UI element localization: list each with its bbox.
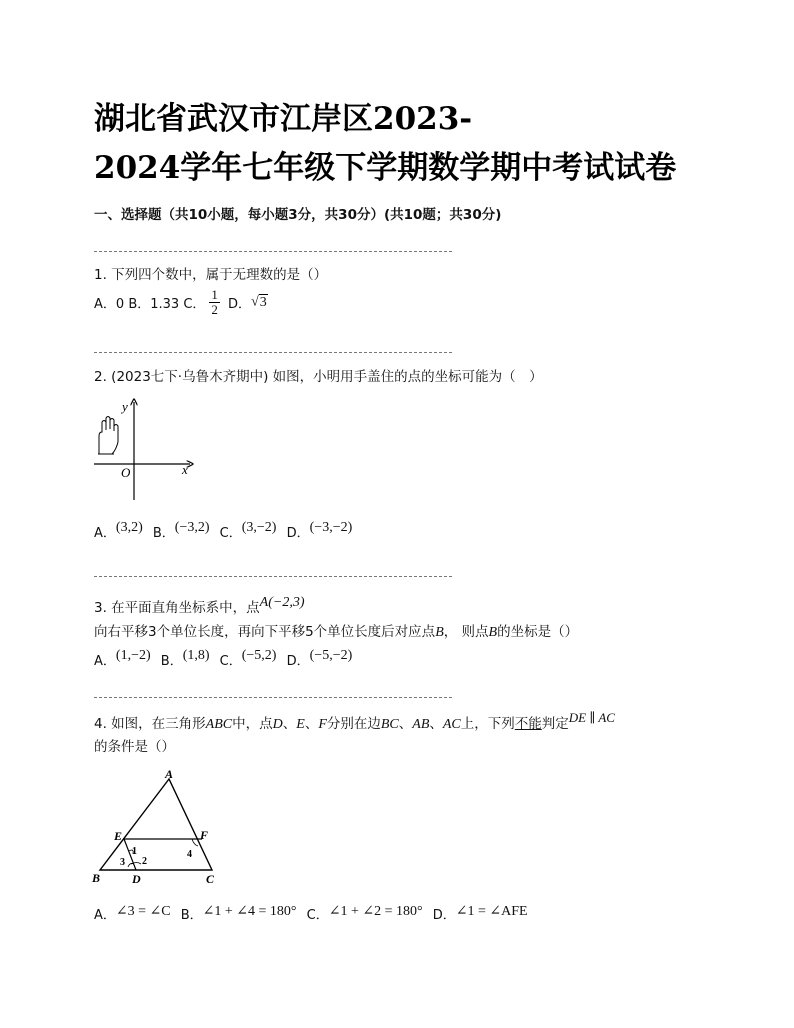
- q1-option-c: C．: [183, 297, 206, 312]
- vertex-e-label: E: [114, 829, 123, 843]
- q4-option-b: B．: [180, 908, 203, 923]
- q4-option-d: D．: [432, 908, 456, 923]
- q3-options: [94, 650, 352, 670]
- q3-option-d: D．: [286, 654, 310, 669]
- q3-stem-line2: 向右平移3个单位长度，再向下平移5个单位长度后对应点B， 则点B的坐标是（）: [94, 624, 579, 640]
- q4-option-a-value: ∠3 = ∠C: [115, 904, 171, 919]
- q2-option-c: C．: [219, 526, 242, 541]
- x-axis-label: x: [182, 462, 188, 477]
- q1-option-b: B．1.33: [128, 297, 180, 312]
- q1-option-a: A．0: [94, 297, 125, 312]
- question-separator: [94, 251, 452, 252]
- q2-option-c-value: (3,−2): [241, 520, 277, 535]
- page-title-line1: 湖北省武汉市江岸区2023-: [94, 101, 473, 137]
- triangle-abc: [100, 779, 212, 870]
- vertex-b-label: B: [92, 871, 101, 885]
- q4-stem: 4. 如图，在三角形ABC中，点D、E、F分别在边BC、AB、AC上，下列不能判定DE ∥ AC: [94, 710, 615, 732]
- angle-4-label: 4: [187, 849, 192, 860]
- q4-triangle-figure: [88, 766, 220, 886]
- question-separator: [94, 576, 452, 577]
- q3-stem: 3. 在平面直角坐标系中，点A(−2,3): [94, 595, 305, 616]
- vertex-f-label: F: [200, 828, 209, 842]
- vertex-c-label: C: [206, 872, 215, 886]
- q3-option-b-value: (1,8): [182, 648, 210, 663]
- q1-options: [94, 288, 268, 317]
- q3-option-b: B．: [160, 654, 183, 669]
- y-axis-label: y: [122, 399, 128, 414]
- q2-option-d: D．: [286, 526, 310, 541]
- q1-option-d: D．: [228, 297, 252, 312]
- q3-option-a: A．: [94, 654, 116, 669]
- section-heading: 一、选择题（共10小题，每小题3分，共30分）(共10题；共30分): [94, 207, 502, 223]
- q3-option-c: C．: [219, 654, 242, 669]
- q2-option-b-value: (−3,2): [174, 520, 210, 535]
- q3-option-a-value: (1,−2): [115, 648, 151, 663]
- origin-label: O: [121, 465, 131, 480]
- hand-icon: [98, 417, 118, 455]
- q3-option-d-value: (−5,−2): [309, 648, 353, 663]
- q4-emphasis-not: 不能: [514, 716, 542, 732]
- q4-option-b-value: ∠1 + ∠4 = 180°: [202, 904, 297, 919]
- q1-option-c-fraction: $\frac{1}{2}$: [211, 287, 218, 317]
- q1-stem: 1. 下列四个数中，属于无理数的是（）: [94, 267, 328, 283]
- question-separator: [94, 697, 452, 698]
- angle-3-label: 3: [120, 857, 125, 868]
- q2-options: [94, 522, 352, 542]
- q4-options: [94, 904, 528, 924]
- q2-option-a-value: (3,2): [115, 520, 143, 535]
- vertex-d-label: D: [132, 872, 141, 886]
- q4-relation: DE ∥ AC: [568, 710, 615, 725]
- q4-option-d-value: ∠1 = ∠AFE: [455, 904, 528, 919]
- q4-option-c-value: ∠1 + ∠2 = 180°: [328, 904, 423, 919]
- angle-2-label: 2: [142, 856, 147, 867]
- q2-coordinate-figure: [92, 396, 202, 504]
- q1-option-d-sqrt: √3: [251, 294, 267, 310]
- question-separator: [94, 352, 452, 353]
- q4-stem-line2: 的条件是（）: [94, 739, 175, 755]
- angle-1-label: 1: [132, 846, 137, 857]
- q2-option-a: A．: [94, 526, 116, 541]
- vertex-a-label: A: [165, 767, 174, 781]
- q3-point: A(−2,3): [259, 595, 305, 610]
- q3-option-c-value: (−5,2): [241, 648, 277, 663]
- q4-option-a: A．: [94, 908, 116, 923]
- q2-option-b: B．: [152, 526, 175, 541]
- q2-stem: 2. (2023七下·乌鲁木齐期中) 如图，小明用手盖住的点的坐标可能为（ ）: [94, 369, 543, 385]
- q4-option-c: C．: [306, 908, 329, 923]
- q2-option-d-value: (−3,−2): [309, 520, 353, 535]
- page-title-line2: 2024学年七年级下学期数学期中考试试卷: [94, 150, 677, 186]
